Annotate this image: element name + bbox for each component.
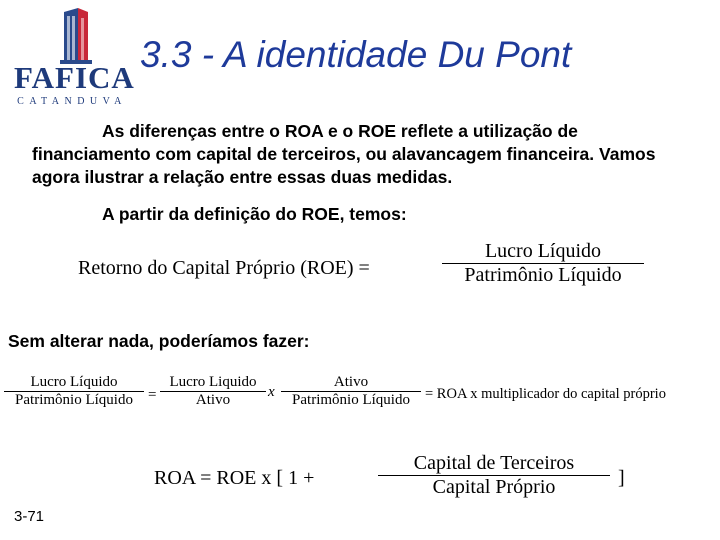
fraction-2-numerator: Lucro Liquido [169, 374, 257, 390]
equals-sign: = [148, 387, 157, 403]
roe-numerator: Lucro Líquido [484, 240, 602, 262]
fraction-3-denominator: Patrimônio Líquido [292, 392, 410, 408]
definition-line: A partir da definição do ROE, temos: [102, 204, 407, 224]
roe-denominator: Patrimônio Líquido [464, 264, 622, 286]
slide-number: 3-71 [14, 508, 45, 525]
slide-title: 3.3 - A identidade Du Pont [140, 34, 572, 75]
fafica-logo [14, 8, 135, 110]
closing-bracket: ] [618, 467, 625, 489]
roa-roe-formula [154, 452, 634, 512]
capital-fraction [378, 452, 610, 499]
fraction-1 [4, 374, 144, 409]
fraction-3-numerator: Ativo [333, 374, 369, 390]
fraction-2-denominator: Ativo [195, 392, 231, 408]
intro-paragraph-text: As diferenças entre o ROA e o ROE reflete a utilização de financiamento com capital de terceiros, ou alavancagem financeira. Vamos agora ilustrar a relação entre essas duas medidas. [32, 121, 656, 187]
rhs-text: = ROA x multiplicador do capital próprio [425, 386, 666, 402]
capital-numerator: Capital de Terceiros [413, 452, 575, 474]
logo-city: CATANDUVA [17, 96, 127, 107]
intro-paragraph [32, 120, 692, 189]
roa-roe-lhs: ROA = ROE x [ 1 + [154, 467, 315, 489]
times-sign: x [268, 384, 275, 400]
fraction-1-numerator: Lucro Líquido [30, 374, 118, 390]
logo-name: FAFICA [14, 60, 135, 95]
roe-fraction [442, 240, 644, 287]
capital-denominator: Capital Próprio [432, 476, 556, 498]
fraction-2 [160, 374, 266, 409]
no-change-line: Sem alterar nada, poderíamos fazer: [8, 331, 310, 351]
fraction-3 [281, 374, 421, 409]
fraction-1-denominator: Patrimônio Líquido [15, 392, 133, 408]
roe-formula [78, 240, 658, 300]
roe-formula-lhs: Retorno do Capital Próprio (ROE) = [78, 257, 370, 279]
dupont-expansion-formula [0, 374, 720, 418]
building-icon [14, 8, 130, 68]
